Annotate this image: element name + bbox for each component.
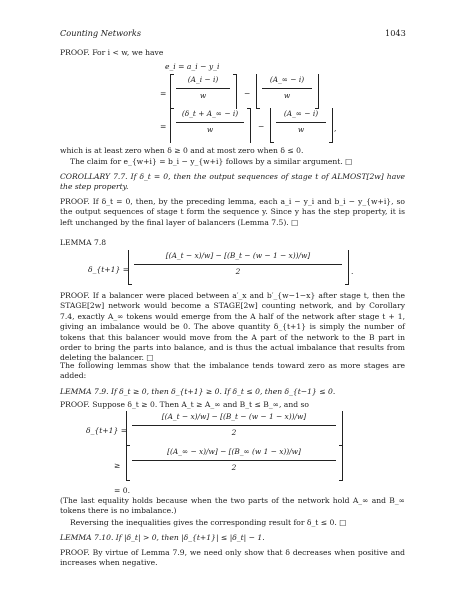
lemma-7-9-rel3: = 0.: [114, 486, 131, 495]
proof1-eq0: e_i = a_i − y_i: [165, 62, 220, 71]
eq2-bar-a: [176, 122, 244, 123]
eq1-bar-b: [262, 88, 312, 89]
eq2-comma: ,: [334, 124, 337, 133]
eq2-num-a: (δ_t + A_∞ − i): [181, 109, 239, 118]
lemma-7-8-bar: [134, 264, 342, 265]
eq1-num-b: (A_∞ − i): [269, 75, 305, 84]
lemma-7-8-lhs: δ_{t+1} =: [88, 265, 130, 274]
lemma-7-9-reverse: Reversing the inequalities gives the corresponding result for δ_t ≤ 0. □: [70, 518, 347, 527]
lemma-7-9-den2: 2: [231, 463, 237, 472]
page-number: 1043: [385, 28, 406, 38]
lemma-7-9-proof-intro: PROOF. Suppose δ_t ≥ 0. Then A_t ≥ A_∞ and B_t ≤ B_∞, and so: [60, 400, 309, 409]
transition-text: The following lemmas show that the imbalance tends toward zero as more stages are added:: [60, 361, 405, 381]
eq2-floor-right-b: [329, 108, 333, 143]
lemma-7-10-statement: LEMMA 7.10. If |δ_t| > 0, then |δ_{t+1}| ≤ |δ_t| − 1.: [60, 533, 265, 542]
lemma-7-10-proof: PROOF. By virtue of Lemma 7.9, we need only show that δ decreases when positive and increases when negative.: [60, 548, 405, 568]
eq2-den-a: w: [206, 125, 214, 134]
eq2-den-b: w: [297, 125, 305, 134]
lemma-7-9-floor2-right: [339, 446, 343, 481]
eq1-bar-a: [176, 88, 230, 89]
lemma-7-9-num1: [(A_t − x)/w] − [(B_t − (w − 1 − x))/w]: [161, 412, 307, 421]
lemma-7-9-statement: LEMMA 7.9. If δ_t ≥ 0, then δ_{t+1} ≥ 0. If δ_t ≤ 0, then δ_{t−1} ≤ 0.: [60, 387, 336, 396]
corollary-7-7-proof: PROOF. If δ_t = 0, then, by the preceding lemma, each a_i − y_i and b_i − y_{w+i}, so the output sequences of stage t form the sequence y. Since y has the step property, it is left unchanged by the final layer of balancers (Lemma 7.5). □: [60, 197, 405, 227]
corollary-7-7: COROLLARY 7.7. If δ_t = 0, then the output sequences of stage t of ALMOST[2w] have the step property.: [60, 172, 405, 192]
lemma-7-8-floor-right: [345, 250, 349, 285]
eq1-floor-right-b: [315, 74, 319, 109]
lemma-7-9-num2: [(A_∞ − x)/w] − [(B_∞ (w 1 − x))/w]: [167, 447, 301, 456]
eq1-den-b: w: [283, 91, 291, 100]
eq2-minus: −: [258, 122, 265, 131]
proof1-line1: which is at least zero when δ ≥ 0 and at most zero when δ ≤ 0.: [60, 146, 304, 155]
eq2-num-b: (A_∞ − i): [283, 109, 319, 118]
lemma-7-9-bar2: [132, 460, 336, 461]
eq1-minus: −: [244, 89, 251, 98]
lemma-7-8-proof: PROOF. If a balancer were placed between a′_x and b′_{w−1−x} after stage t, then the STAGE[2w] network would become a STAGE[2w] counting network, and by Corollary 7.4, exactly A_∞ tokens would emerge from the A half of the network after stage t + 1, giving an imbalance would be 0. The above quantity δ_{t+1} is simply the number of tokens that this balancer would move from the A part of the network to the B part in order to bring the parts into balance, and is thus the actual imbalance that results from deleting the balancer. □: [60, 291, 405, 363]
lemma-7-9-bar1: [132, 425, 336, 426]
eq1-ceil-right-a: [233, 74, 237, 109]
proof1-line2: The claim for e_{w+i} = b_i − y_{w+i} follows by a similar argument. □: [70, 157, 353, 166]
eq1-den-a: w: [199, 91, 207, 100]
lemma-7-9-rel2: ≥: [114, 461, 121, 470]
eq1-num-a: (A_i − i): [187, 75, 219, 84]
eq2-bar-b: [276, 122, 326, 123]
lemma-7-9-den1: 2: [231, 428, 237, 437]
lemma-7-9-note: (The last equality holds because when the two parts of the network hold A_∞ and B_∞ tokens there is no imbalance.): [60, 496, 405, 516]
eq2-equals: =: [160, 122, 167, 131]
eq2-ceil-right-a: [247, 108, 251, 143]
lemma-7-8-period: .: [351, 267, 354, 276]
lemma-7-8-num: [(A_t − x)/w] − [(B_t − (w − 1 − x))/w]: [165, 251, 311, 260]
lemma-7-8-den: 2: [235, 267, 241, 276]
lemma-7-9-floor1-right: [339, 411, 343, 446]
running-title: Counting Networks: [60, 28, 142, 38]
proof1-intro: PROOF. For i < w, we have: [60, 48, 164, 57]
eq1-equals: =: [160, 89, 167, 98]
lemma-7-9-lhs1: δ_{t+1} =: [86, 426, 128, 435]
lemma-7-8-label: LEMMA 7.8: [60, 238, 107, 247]
